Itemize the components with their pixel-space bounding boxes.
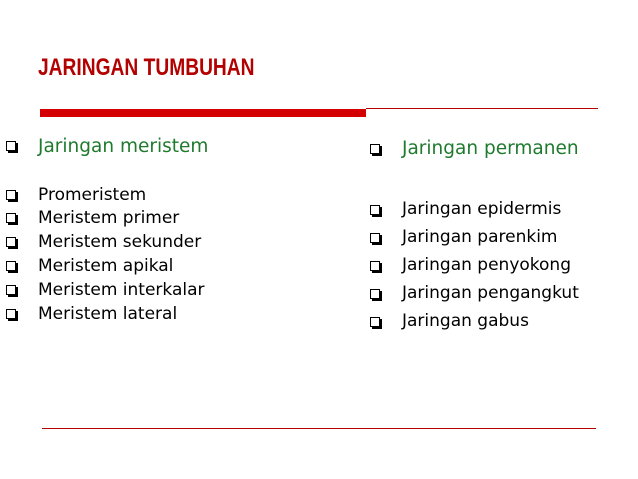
list-item xyxy=(6,208,179,228)
list-item xyxy=(6,185,146,205)
square-bullet-icon xyxy=(6,213,16,223)
square-bullet-icon xyxy=(370,261,380,271)
left-heading: Jaringan meristem xyxy=(38,136,209,157)
list-item-label: Meristem sekunder xyxy=(38,232,202,252)
list-item-label: Jaringan pengangkut xyxy=(402,283,579,303)
square-bullet-icon xyxy=(6,237,16,247)
list-item-label: Meristem interkalar xyxy=(38,280,205,300)
right-heading: Jaringan permanen xyxy=(402,138,579,159)
square-bullet-icon xyxy=(370,205,380,215)
square-bullet-icon xyxy=(370,233,380,243)
list-item-label: Jaringan epidermis xyxy=(402,199,562,219)
list-item-label: Meristem apikal xyxy=(38,256,174,276)
slide-title: JARINGAN TUMBUHAN xyxy=(38,54,255,81)
right-heading-item xyxy=(370,138,579,159)
square-bullet-icon xyxy=(370,289,380,299)
square-bullet-icon xyxy=(6,190,16,200)
list-item xyxy=(370,283,579,303)
left-heading-item xyxy=(6,136,208,157)
square-bullet-icon xyxy=(6,141,16,151)
list-item-label: Promeristem xyxy=(38,185,147,205)
title-underline-thick xyxy=(40,109,366,117)
list-item-label: Jaringan gabus xyxy=(402,311,529,331)
list-item xyxy=(370,311,529,331)
list-item-label: Jaringan parenkim xyxy=(402,227,558,247)
list-item xyxy=(6,280,205,300)
list-item xyxy=(370,255,571,275)
list-item-label: Meristem lateral xyxy=(38,304,178,324)
list-item xyxy=(6,232,201,252)
square-bullet-icon xyxy=(6,309,16,319)
list-item-label: Jaringan penyokong xyxy=(402,255,571,275)
list-item xyxy=(6,256,173,276)
footer-divider xyxy=(42,428,596,429)
square-bullet-icon xyxy=(370,317,380,327)
list-item xyxy=(370,227,558,247)
list-item-label: Meristem primer xyxy=(38,208,180,228)
square-bullet-icon xyxy=(6,261,16,271)
square-bullet-icon xyxy=(6,285,16,295)
list-item xyxy=(6,304,177,324)
list-item xyxy=(370,199,561,219)
square-bullet-icon xyxy=(370,144,380,154)
title-underline-thin xyxy=(366,108,598,109)
